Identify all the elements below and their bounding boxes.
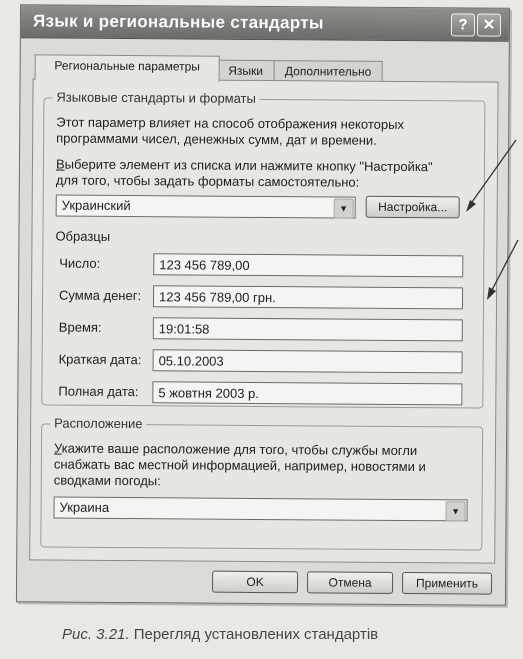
sample-currency: 123 456 789,00 грн. bbox=[153, 285, 463, 309]
instruction-line: для того, чтобы задать форматы самостоятельно: bbox=[55, 172, 360, 190]
locale-value: Украинский bbox=[61, 197, 131, 214]
customize-button[interactable]: Настройка... bbox=[366, 196, 460, 219]
samples-title: Образцы bbox=[55, 228, 111, 244]
sample-long-date: 5 жовтня 2003 р. bbox=[152, 381, 462, 405]
chevron-down-icon[interactable]: ▼ bbox=[445, 501, 465, 521]
ok-button[interactable]: OK bbox=[212, 571, 298, 594]
sample-label-time: Время: bbox=[58, 319, 102, 335]
figure-caption bbox=[62, 626, 378, 643]
cancel-button[interactable]: Отмена bbox=[307, 571, 393, 594]
figure-number: Рис. 3.21. bbox=[62, 626, 130, 643]
chevron-down-icon[interactable]: ▼ bbox=[334, 198, 354, 218]
arrow-head bbox=[487, 287, 496, 300]
location-description-line: сводками погоды: bbox=[53, 472, 161, 489]
group-title: Языковые стандарты и форматы bbox=[52, 90, 260, 106]
tab-advanced[interactable]: Дополнительно bbox=[274, 60, 383, 82]
location-value: Украина bbox=[59, 499, 110, 515]
location-description-line: снабжать вас местной информацией, например, новостями и bbox=[53, 456, 426, 475]
access-key: У bbox=[53, 440, 62, 456]
location-description-text: кажите ваше расположение для того, чтобы службы могли bbox=[61, 440, 418, 459]
tab-regional-options[interactable]: Региональные параметры bbox=[35, 54, 220, 81]
close-icon[interactable]: ✕ bbox=[477, 13, 501, 36]
arrow-head bbox=[466, 200, 476, 212]
instruction-text: ыберите элемент из списка или нажмите кнопку "Настройка" bbox=[64, 156, 433, 175]
sample-number: 123 456 789,00 bbox=[153, 253, 463, 277]
window-title: Язык и региональные стандарты bbox=[32, 11, 324, 33]
sample-short-date: 05.10.2003 bbox=[153, 349, 463, 373]
tab-languages[interactable]: Языки bbox=[217, 60, 275, 81]
apply-button[interactable]: Применить bbox=[402, 572, 492, 595]
sample-time: 19:01:58 bbox=[153, 317, 463, 341]
help-icon[interactable]: ? bbox=[451, 13, 475, 36]
figure-caption-text: Перегляд установлених стандартів bbox=[133, 626, 379, 643]
arrow-to-samples bbox=[492, 240, 518, 290]
description-line: Этот параметр влияет на способ отображения некоторых bbox=[56, 114, 405, 132]
description-line: программами чисел, денежных сумм, дат и времени. bbox=[56, 130, 377, 148]
sample-label-number: Число: bbox=[59, 255, 101, 271]
group-title: Расположение bbox=[50, 416, 146, 432]
sample-label-short-date: Краткая дата: bbox=[58, 351, 142, 368]
sample-label-currency: Сумма денег: bbox=[59, 287, 142, 304]
sample-label-long-date: Полная дата: bbox=[58, 383, 139, 400]
arrow-to-customize-button bbox=[472, 140, 516, 202]
access-key: В bbox=[55, 156, 65, 172]
